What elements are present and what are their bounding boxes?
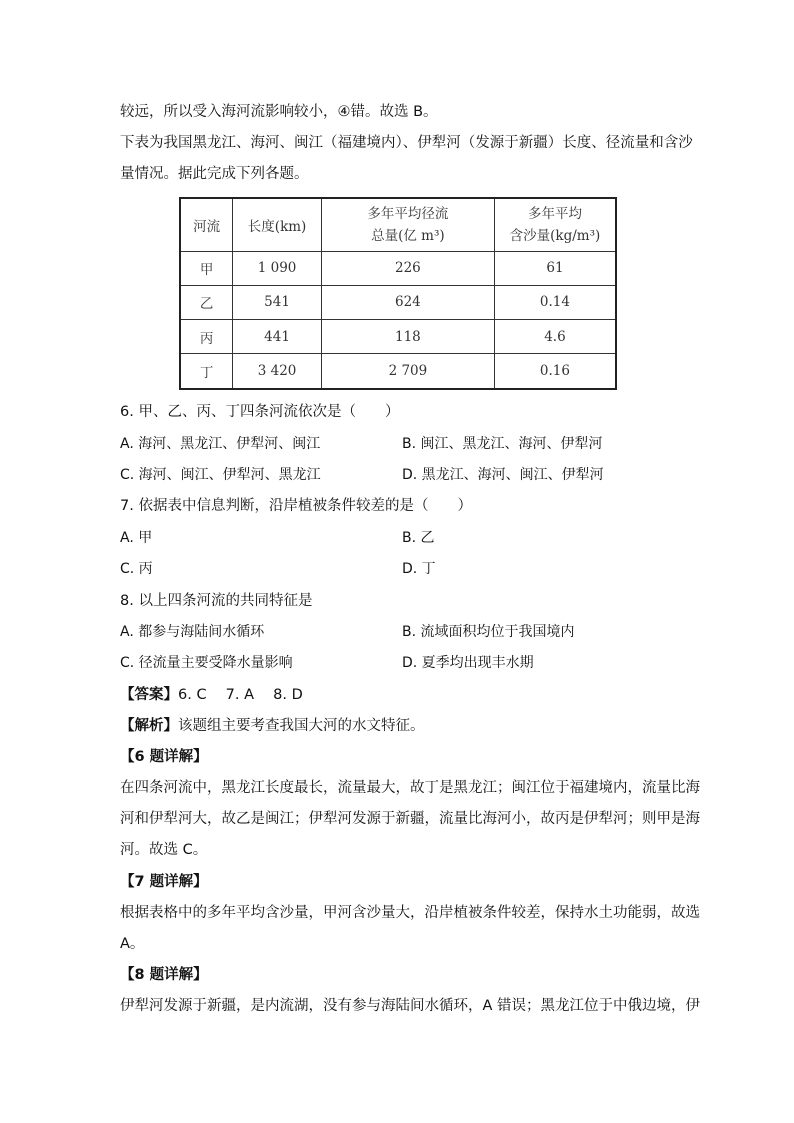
table-header-row <box>180 198 616 251</box>
q8-option-c: C. 径流量主要受降水量影响 <box>120 655 293 671</box>
detail6-line3: 河。故选 C。 <box>120 842 208 858</box>
header-sediment-line2: 含沙量(kg/m³) <box>509 227 601 244</box>
intro-line1: 下表为我国黑龙江、海河、闽江（福建境内）、伊犁河（发源于新疆）长度、径流量和含沙 <box>120 135 693 151</box>
cell-length: 441 <box>233 320 322 354</box>
q6-option-d: D. 黑龙江、海河、闽江、伊犁河 <box>402 467 604 483</box>
analysis-text: 该题组主要考查我国大河的水文特征。 <box>178 718 425 734</box>
detail6-line1: 在四条河流中，黑龙江长度最长，流量最大，故丁是黑龙江；闽江位于福建境内，流量比海 <box>120 780 700 796</box>
analysis-line <box>120 716 680 736</box>
header-river: 河流 <box>180 198 233 251</box>
cell-river: 甲 <box>180 251 233 285</box>
para1-line1: 较远，所以受入海河流影响较小，④错。故选 B。 <box>120 104 438 120</box>
answer-text: 6. C 7. A 8. D <box>178 687 303 703</box>
header-sediment <box>494 198 616 251</box>
cell-river: 丁 <box>180 354 233 389</box>
q7-option-a: A. 甲 <box>120 530 153 546</box>
analysis-label: 【解析】 <box>120 718 178 734</box>
q7-option-b: B. 乙 <box>402 530 435 546</box>
header-runoff <box>321 198 494 251</box>
q6-option-b: B. 闽江、黑龙江、海河、伊犁河 <box>402 436 603 452</box>
header-length: 长度(km) <box>233 198 322 251</box>
cell-runoff: 118 <box>321 320 494 354</box>
q7-option-c: C. 丙 <box>120 561 153 577</box>
detail6-label: 【6 题详解】 <box>120 749 208 765</box>
detail8-label: 【8 题详解】 <box>120 967 208 983</box>
table-row <box>180 320 616 354</box>
cell-sediment: 0.14 <box>494 285 616 319</box>
cell-length: 1 090 <box>233 251 322 285</box>
table-row <box>180 285 616 319</box>
detail7-line2: A。 <box>120 936 145 952</box>
cell-length: 3 420 <box>233 354 322 389</box>
table-row <box>180 251 616 285</box>
q8-stem: 8. 以上四条河流的共同特征是 <box>120 593 313 609</box>
cell-river: 乙 <box>180 285 233 319</box>
detail7-label: 【7 题详解】 <box>120 874 208 890</box>
header-sediment-line1: 多年平均 <box>527 205 582 222</box>
q8-option-d: D. 夏季均出现丰水期 <box>402 655 534 671</box>
q8-option-b: B. 流域面积均位于我国境内 <box>402 624 575 640</box>
q7-option-d: D. 丁 <box>402 561 436 577</box>
cell-sediment: 0.16 <box>494 354 616 389</box>
detail8-line1: 伊犁河发源于新疆，是内流湖，没有参与海陆间水循环，A 错误；黑龙江位于中俄边境，伊 <box>120 998 701 1014</box>
cell-river: 丙 <box>180 320 233 354</box>
detail6-line2: 河和伊犁河大，故乙是闽江；伊犁河发源于新疆，流量比海河小，故丙是伊犁河；则甲是海 <box>120 811 700 827</box>
cell-sediment: 4.6 <box>494 320 616 354</box>
table-row <box>180 354 616 389</box>
cell-runoff: 624 <box>321 285 494 319</box>
cell-length: 541 <box>233 285 322 319</box>
river-table <box>179 197 617 390</box>
header-runoff-line2: 总量(亿 m³) <box>371 227 445 244</box>
q6-stem: 6. 甲、乙、丙、丁四条河流依次是（ ） <box>120 404 400 420</box>
answer-line <box>120 685 680 705</box>
cell-runoff: 226 <box>321 251 494 285</box>
detail7-line1: 根据表格中的多年平均含沙量，甲河含沙量大，沿岸植被条件较差，保持水土功能弱，故选 <box>120 905 700 921</box>
q6-option-c: C. 海河、闽江、伊犁河、黑龙江 <box>120 467 321 483</box>
cell-sediment: 61 <box>494 251 616 285</box>
cell-runoff: 2 709 <box>321 354 494 389</box>
q8-option-a: A. 都参与海陆间水循环 <box>120 624 265 640</box>
q7-stem: 7. 依据表中信息判断，沿岸植被条件较差的是（ ） <box>120 498 472 514</box>
header-runoff-line1: 多年平均径流 <box>367 205 449 222</box>
q6-option-a: A. 海河、黑龙江、伊犁河、闽江 <box>120 436 321 452</box>
intro-line2: 量情况。据此完成下列各题。 <box>120 166 309 182</box>
answer-label: 【答案】 <box>120 687 178 703</box>
